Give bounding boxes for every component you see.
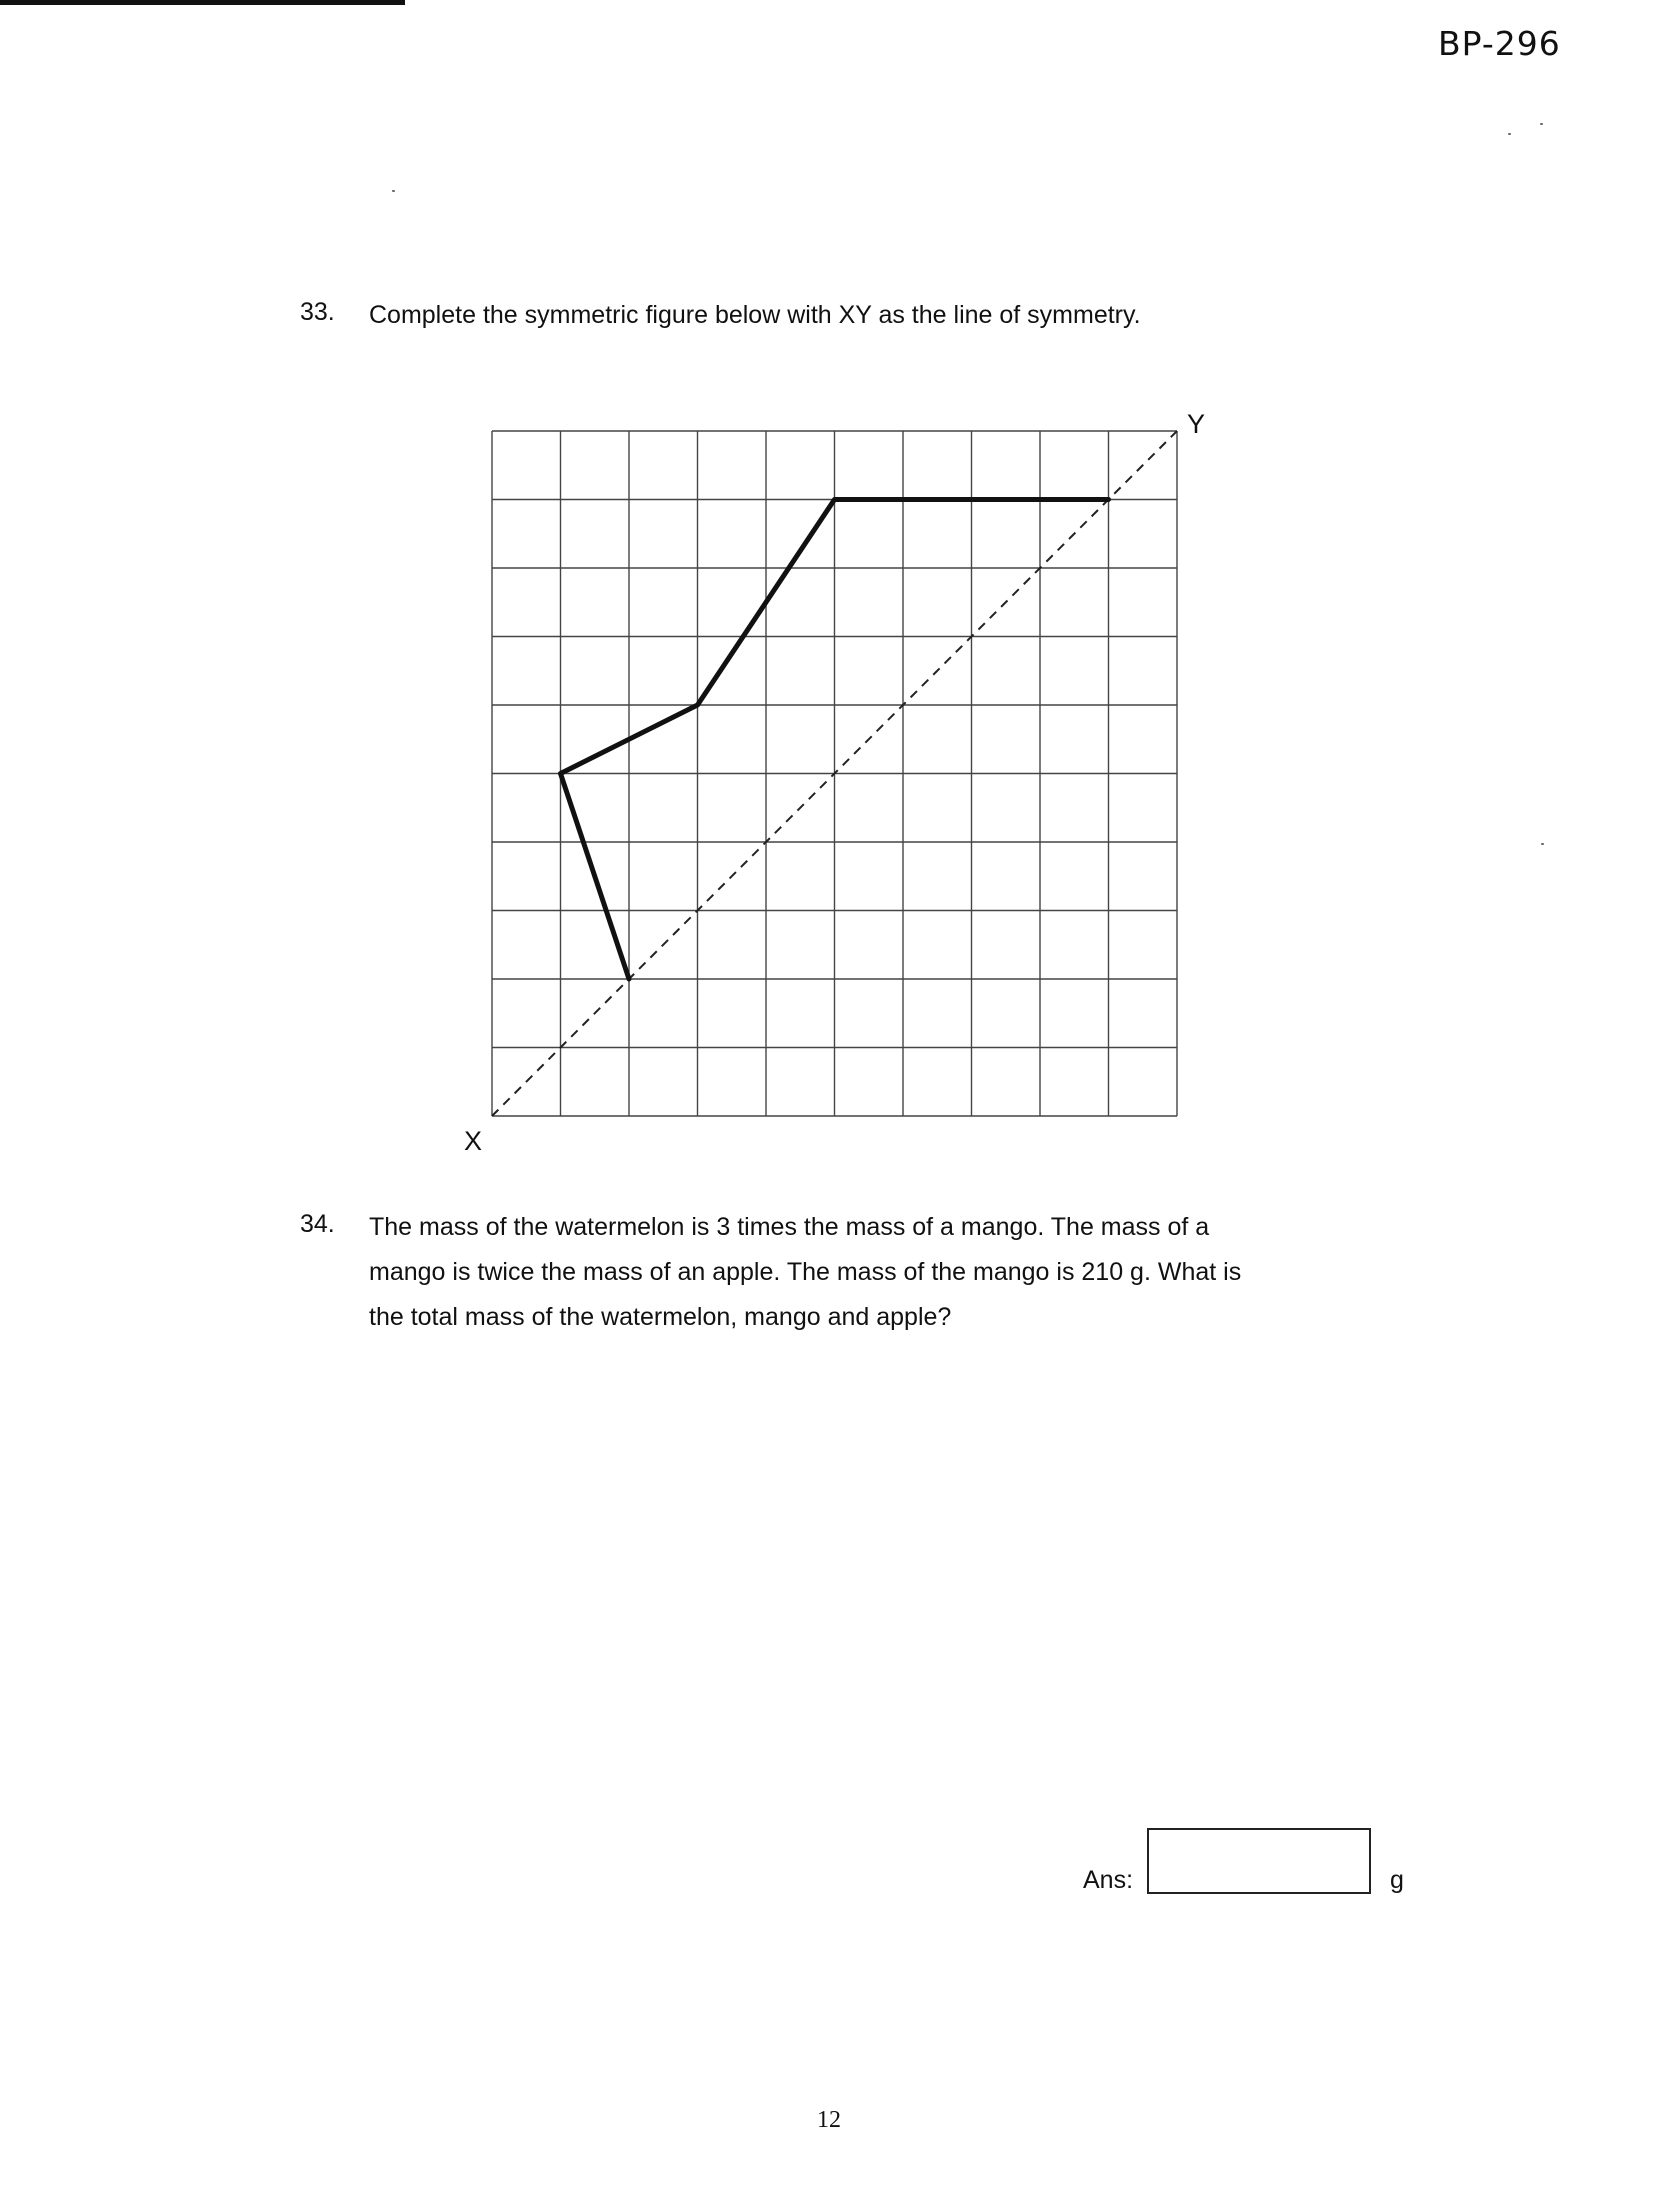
question-33-text: Complete the symmetric figure below with XY as the line of symmetry. (369, 301, 1141, 329)
label-y: Y (1187, 409, 1206, 439)
answer-box[interactable] (1147, 1828, 1371, 1894)
page-code: BP-296 (1438, 24, 1561, 63)
question-33-number: 33. (300, 298, 335, 326)
question-34-text: The mass of the watermelon is 3 times the mass of a mango. The mass of a mango is twice the mass of an apple. The mass of the mango is 210 g. What is the total mass of the watermelon, mango and apple? (369, 1213, 1242, 1331)
page-number: 12 (817, 2107, 841, 2133)
label-x: X (464, 1126, 483, 1156)
answer-label: Ans: (1083, 1866, 1134, 1894)
answer-unit: g (1390, 1866, 1404, 1894)
question-34-number: 34. (300, 1210, 335, 1238)
